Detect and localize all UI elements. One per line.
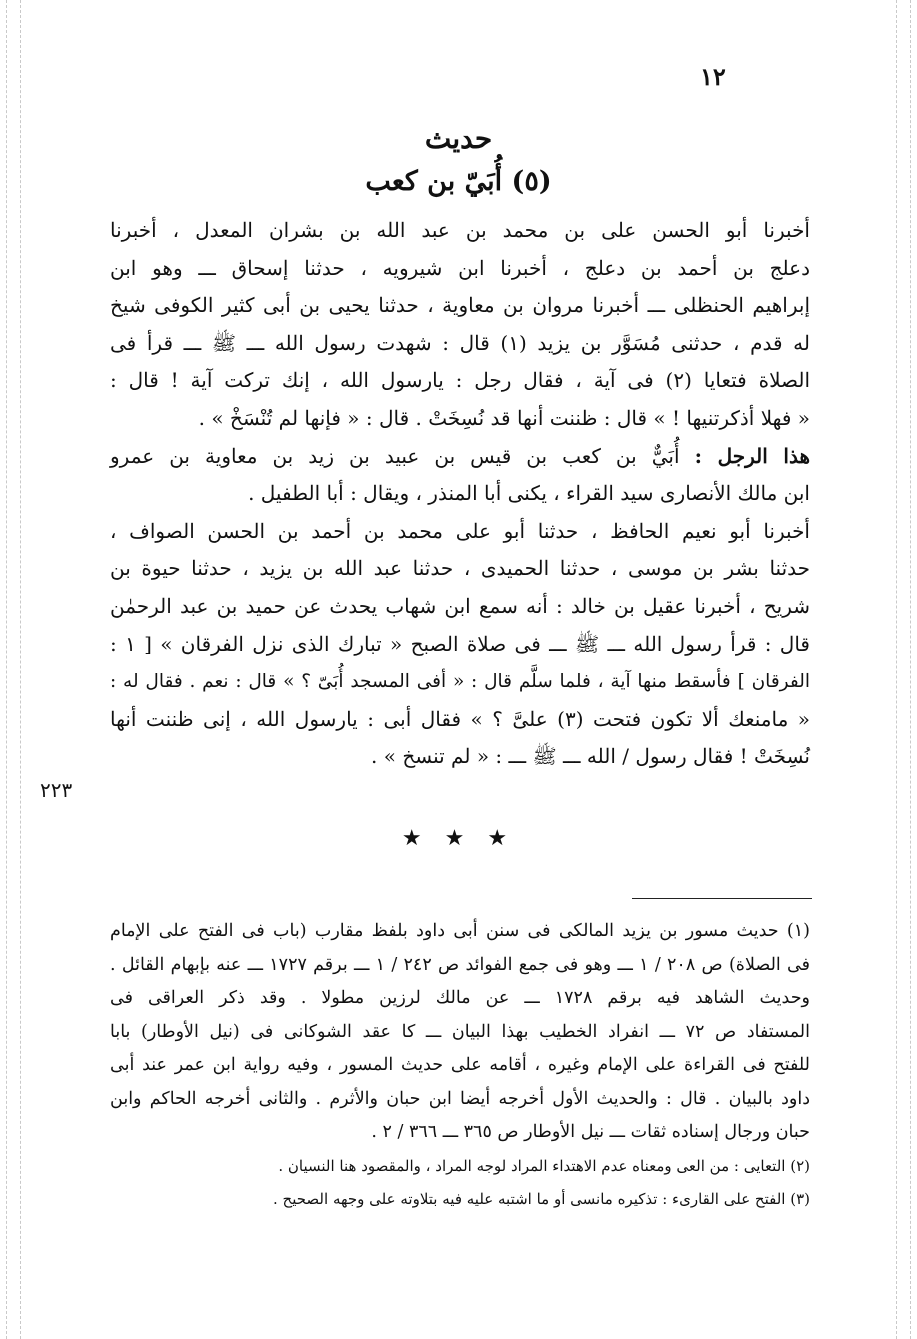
narrator-label: هذا الرجل : — [694, 443, 811, 468]
text-line: أخبرنا أبو الحسن على بن محمد بن عبد الله بن بشران المعدل ، أخبرنا — [110, 218, 810, 242]
narrator-line — [110, 438, 810, 476]
footnote-2: (٢) التعايى : من العى ومعناه عدم الاهتداء المراد لوجه المراد ، والمقصود هنا النسيان . — [278, 1156, 810, 1175]
text-line: له قدم ، حدثنى مُسَوَّر بن يزيد (١) قال : شهدت رسول الله ـــ ﷺ ـــ قرأ فى — [110, 330, 810, 355]
margin-guide-left — [6, 0, 7, 1339]
footnotes — [110, 915, 810, 1216]
footnote-line: فى الصلاة) ص ٢٠٨ / ١ ـــ وهو فى جمع الفوائد ص ٢٤٢ / ١ ـــ برقم ١٧٢٧ ـــ عنه بإبهام القائل . — [110, 954, 810, 975]
text-line: « فهلا أذكرتنيها ! » قال : ظننت أنها قد نُسِخَتْ . قال : « فإنها لم تُنْسَخْ » . — [198, 405, 810, 430]
page-number: ١٢ — [700, 62, 726, 91]
text-line: دعلج بن أحمد بن دعلج ، أخبرنا ابن شيرويه ، حدثنا إسحاق ـــ وهو ابن — [110, 255, 810, 280]
text-line: « مامنعك ألا تكون فتحت (٣) علىَّ ؟ » فقال أبى : يارسول الله ، إنى ظننت أنها — [110, 706, 811, 731]
section-title: حديث — [424, 122, 493, 155]
footnote-line: وحديث الشاهد فيه برقم ١٧٢٨ ـــ عن مالك لرزين مطولا . وقد ذكر العراقى فى — [110, 988, 810, 1008]
footnote-line: حبان ورجال إسناده ثقات ـــ نيل الأوطار ص ٣٦٥ ـــ ٣٦٦ / ٢ . — [371, 1122, 810, 1142]
margin-page-reference: ٢٢٣ — [40, 778, 73, 802]
text-line: أخبرنا أبو نعيم الحافظ ، حدثنا أبو على محمد بن أحمد بن الحسن الصواف ، — [110, 518, 810, 543]
section-separator: ★ ★ ★ — [401, 826, 516, 851]
footnote-line: داود بالبيان . قال : والحديث الأول أخرجه أيضا ابن حبان والأثرم . والثانى أخرجه الحاكم وابن — [110, 1088, 810, 1109]
text-line: الصلاة فتعايا (٢) فى آية ، فقال رجل : يارسول الله ، إنك تركت آية ! قال : — [110, 368, 810, 393]
narrator-text: أُبَيٌّ بن كعب بن قيس بن عبيد بن زيد بن معاوية بن عمرو — [110, 443, 680, 468]
hadith-text — [110, 212, 810, 776]
footnote-line: المستفاد ص ٧٢ ـــ انفراد الخطيب بهذا البيان ـــ كا عقد الشوكانى فى (نيل الأوطار) بابا — [110, 1021, 810, 1042]
text-line: إبراهيم الحنظلى ـــ أخبرنا مروان بن معاوية ، حدثنا يحيى بن أبى كثير الكوفى شيخ — [110, 293, 810, 318]
footnote-line: للفتح فى القراءة على الإمام وغيره ، أقامه على حديث المسور ، وفيه رواية ابن عمر عند أبى — [110, 1055, 810, 1075]
margin-guide-right — [896, 0, 897, 1339]
text-line: قال : قرأ رسول الله ـــ ﷺ ـــ فى صلاة الصبح « تبارك الذى نزل الفرقان » [ ١ : — [110, 631, 810, 656]
footnote-rule — [632, 898, 812, 899]
footnote-line: (١) حديث مسور بن يزيد المالكى فى سنن أبى داود بلفظ مقارب (باب فى الفتح على الإمام — [110, 921, 810, 941]
hadith-title: (٥) أُبَيّ بن كعب — [365, 166, 552, 197]
margin-guide-left-inner — [20, 0, 21, 1339]
text-line: حدثنا بشر بن موسى ، حدثنا الحميدى ، حدثنا عبد الله بن يزيد ، حدثنا حيوة بن — [110, 556, 810, 581]
text-line: نُسِخَتْ ! فقال رسول / الله ـــ ﷺ ـــ : « لم تنسخ » . — [371, 744, 810, 769]
text-line: الفرقان ] فأسقط منها آية ، فلما سلَّم قال : « أفى المسجد أُبَىّ ؟ » قال : نعم . فقال له : — [110, 671, 810, 693]
text-line: ابن مالك الأنصارى سيد القراء ، يكنى أبا المنذر ، ويقال : أبا الطفيل . — [248, 481, 810, 506]
footnote-3: (٣) الفتح على القارىء : تذكيره مانسى أو ما اشتبه عليه فيه بتلاوته على وجهه الصحيح . — [273, 1189, 810, 1208]
text-line: شريح ، أخبرنا عقيل بن خالد : أنه سمع ابن شهاب يحدث عن حميد بن عبد الرحمٰن — [110, 593, 810, 618]
margin-guide-right-outer — [910, 0, 911, 1339]
